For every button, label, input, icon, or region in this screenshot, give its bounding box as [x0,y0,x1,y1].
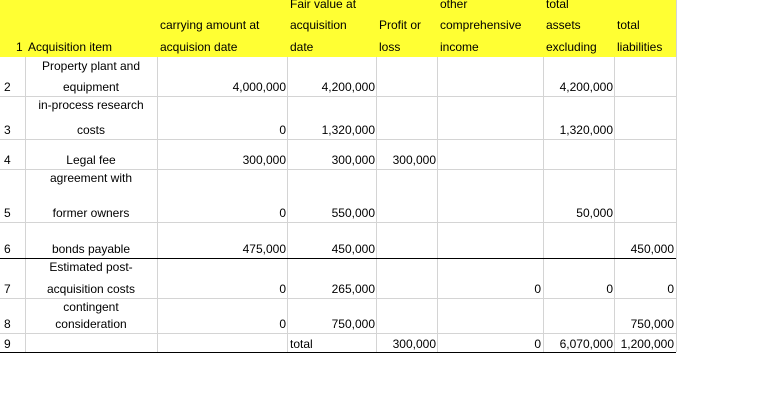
header-assets-line2: assets [546,18,581,32]
header-oci-line3: income [440,40,479,54]
cell-fair: 1,320,000 [321,123,375,137]
cell-fair: 550,000 [331,206,375,220]
cell-oci: 0 [534,282,541,296]
header-liab-line1: total [617,18,640,32]
cell-carrying: 0 [279,282,286,296]
header-profit-line1: Profit or [379,18,422,32]
cell-carrying: 0 [279,317,286,331]
header-assets-line3: excluding [546,40,597,54]
cell-fair: 450,000 [331,242,375,256]
cell-assets: 4,200,000 [559,80,613,94]
item-label-line1: contingent [63,300,119,314]
total-profit: 300,000 [392,337,436,351]
cell-liab: 0 [667,282,674,296]
header-fair-line3: date [290,40,314,54]
item-label-line2: former owners [52,206,130,220]
item-label-line2: consideration [55,317,127,331]
header-profit-line2: loss [379,40,401,54]
row-number: 7 [4,282,11,296]
item-label-line2: Legal fee [66,153,116,167]
total-label: total [290,337,313,351]
header-carrying-line2: acquision date [160,40,238,54]
row-number: 8 [4,317,11,331]
header-oci-line1: other [440,0,468,11]
cell-carrying: 0 [279,206,286,220]
header-fair-line1: Fair value at [290,0,357,11]
cell-fair: 4,200,000 [321,80,375,94]
header-liab-line2: liabilities [617,40,663,54]
total-oci: 0 [534,337,541,351]
header-fair-line2: acquisition [290,18,347,32]
cell-profit: 300,000 [392,153,436,167]
row-number: 5 [4,206,11,220]
cell-fair: 750,000 [331,317,375,331]
row-number: 6 [4,242,11,256]
header-row-number: 1 [16,40,23,54]
item-label-line2: costs [76,123,105,137]
header-oci-line2: comprehensive [440,18,522,32]
cell-assets: 0 [606,282,613,296]
cell-assets: 50,000 [576,206,613,220]
cell-carrying: 0 [279,123,286,137]
item-label-line1: agreement with [49,171,133,185]
row-number: 3 [4,123,11,137]
item-label-line2: bonds payable [51,242,131,256]
header-carrying-line1: carrying amount at [160,18,260,32]
header-assets-line1: total [546,0,569,11]
total-liabilities: 1,200,000 [620,337,674,351]
item-label-line1: Estimated post- [49,260,133,274]
cell-fair: 300,000 [331,153,375,167]
total-row-number: 9 [4,337,11,351]
item-label-line2: acquisition costs [46,282,136,296]
row-number: 2 [4,80,11,94]
cell-liab: 450,000 [630,242,674,256]
cell-carrying: 300,000 [242,153,286,167]
cell-liab: 750,000 [630,317,674,331]
total-assets: 6,070,000 [559,337,613,351]
cell-assets: 1,320,000 [559,123,613,137]
item-label-line2: equipment [62,80,120,94]
item-label-line1: in-process research [38,98,144,112]
cell-carrying: 4,000,000 [232,80,286,94]
cell-fair: 265,000 [331,282,375,296]
row-number: 4 [4,153,11,167]
item-label-line1: Property plant and [41,59,141,73]
header-acquisition-item: Acquisition item [28,40,113,54]
cell-carrying: 475,000 [242,242,286,256]
